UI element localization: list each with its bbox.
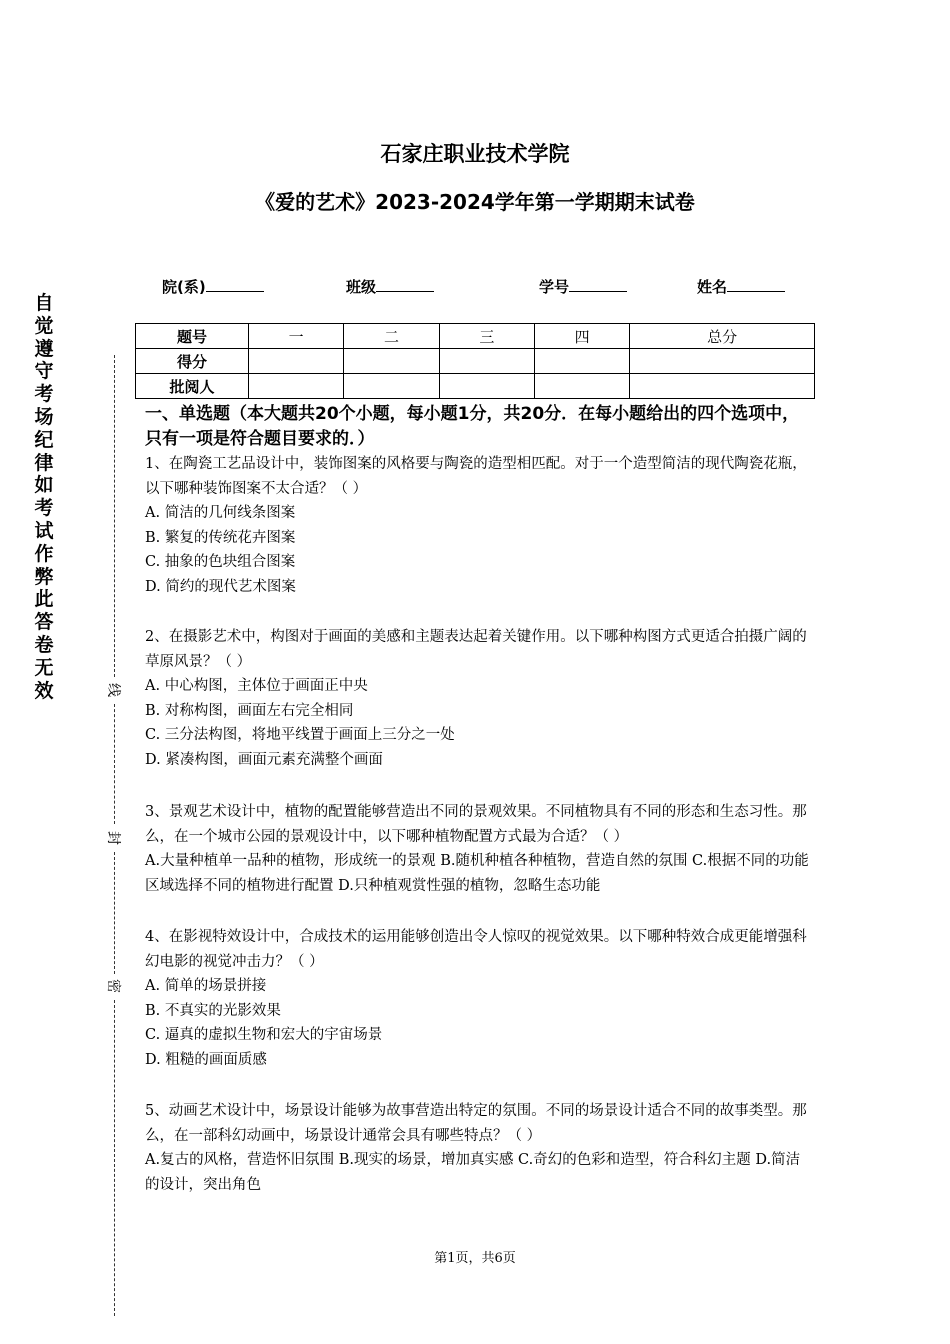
binding-line-char: 线 xyxy=(105,683,121,697)
header-cell: 四 xyxy=(534,324,629,349)
question-5 xyxy=(145,1099,810,1197)
question-1 xyxy=(145,452,810,600)
header-cell: 三 xyxy=(439,324,534,349)
notice-char: 遵 xyxy=(34,337,54,360)
notice-char: 场 xyxy=(34,405,54,428)
class-blank xyxy=(376,277,434,292)
option-c: C. 逼真的虚拟生物和宏大的宇宙场景 xyxy=(145,1027,383,1044)
question-stem: 4、在影视特效设计中，合成技术的运用能够创造出令人惊叹的视觉效果。以下哪种特效合成更能增强科幻电影的视觉冲击力？（ ） xyxy=(145,929,807,970)
option-c: C. 三分法构图，将地平线置于画面上三分之一处 xyxy=(145,727,455,744)
option-b: B. 对称构图，画面左右完全相同 xyxy=(145,702,354,719)
class-label: 班级 xyxy=(346,278,377,296)
grader-cell xyxy=(439,374,534,399)
question-2 xyxy=(145,625,810,773)
notice-char: 如 xyxy=(34,474,54,497)
option-a: A. 简单的场景拼接 xyxy=(145,978,267,995)
notice-char: 答 xyxy=(34,611,54,634)
score-cell xyxy=(344,349,439,374)
notice-char: 试 xyxy=(34,519,54,542)
dept-blank xyxy=(206,277,264,292)
notice-char: 此 xyxy=(34,588,54,611)
question-stem: 5、动画艺术设计中，场景设计能够为故事营造出特定的氛围。不同的场景设计适合不同的故事类型。那么，在一部科幻动画中，场景设计通常会具有哪些特点？（ ） xyxy=(145,1103,807,1144)
question-3 xyxy=(145,800,810,898)
binding-line-segment xyxy=(114,1000,115,1316)
score-table xyxy=(135,323,815,399)
notice-char: 自 xyxy=(34,292,54,314)
section-heading: 一、单选题（本大题共20个小题，每小题1分，共20分．在每小题给出的四个选项中，只有一项是符合题目要求的．） xyxy=(145,404,800,449)
option-b: B. 繁复的传统花卉图案 xyxy=(145,529,296,546)
header-cell: 题号 xyxy=(136,324,249,349)
score-cell xyxy=(630,349,815,374)
option-d: D. 粗糙的画面质感 xyxy=(145,1051,267,1068)
grader-row-label: 批阅人 xyxy=(136,374,249,399)
name-field xyxy=(697,276,785,297)
score-row xyxy=(136,349,815,374)
header-cell: 二 xyxy=(344,324,439,349)
binding-line-segment xyxy=(114,355,115,677)
header-cell: 一 xyxy=(249,324,344,349)
question-options-inline: A.大量种植单一品种的植物，形成统一的景观 B.随机种植各种植物，营造自然的氛围 C.根据不同的功能区域选择不同的植物进行配置 D.只种植观赏性强的植物，忽略生态功能 xyxy=(145,853,809,894)
option-b: B. 不真实的光影效果 xyxy=(145,1002,281,1019)
binding-secret-char: 密 xyxy=(105,979,121,993)
grader-cell xyxy=(344,374,439,399)
exam-discipline-notice xyxy=(30,292,58,702)
binding-line-segment xyxy=(114,852,115,974)
question-stem: 1、在陶瓷工艺品设计中，装饰图案的风格要与陶瓷的造型相匹配。对于一个造型简洁的现代陶瓷花瓶，以下哪种装饰图案不太合适？（ ） xyxy=(145,456,807,497)
notice-char: 效 xyxy=(34,679,54,702)
option-d: D. 紧凑构图，画面元素充满整个画面 xyxy=(145,751,383,768)
grader-cell xyxy=(249,374,344,399)
binding-seal-char: 封 xyxy=(105,831,121,845)
dept-label: 院(系) xyxy=(162,278,206,296)
grader-cell xyxy=(534,374,629,399)
notice-char: 卷 xyxy=(34,633,54,656)
id-label: 学号 xyxy=(539,278,570,296)
notice-char: 觉 xyxy=(34,314,54,337)
id-blank xyxy=(569,277,627,292)
notice-char: 作 xyxy=(34,542,54,565)
question-options-inline: A.复古的风格，营造怀旧氛围 B.现实的场景，增加真实感 C.奇幻的色彩和造型，符合科幻主题 D.简洁的设计，突出角色 xyxy=(145,1152,801,1193)
question-stem: 3、景观艺术设计中，植物的配置能够营造出不同的景观效果。不同植物具有不同的形态和生态习性。那么，在一个城市公园的景观设计中，以下哪种植物配置方式最为合适？（ ） xyxy=(145,804,807,845)
notice-char: 纪 xyxy=(34,428,54,451)
notice-char: 律 xyxy=(34,451,54,474)
name-blank xyxy=(727,277,785,292)
question-4 xyxy=(145,925,810,1073)
school-name: 石家庄职业技术学院 xyxy=(380,142,570,166)
option-a: A. 简洁的几何线条图案 xyxy=(145,505,296,522)
score-table-header-row xyxy=(136,324,815,349)
notice-char: 考 xyxy=(34,497,54,520)
option-c: C. 抽象的色块组合图案 xyxy=(145,554,296,571)
notice-char: 守 xyxy=(34,360,54,383)
header-cell: 总分 xyxy=(630,324,815,349)
grader-row xyxy=(136,374,815,399)
question-stem: 2、在摄影艺术中，构图对于画面的美感和主题表达起着关键作用。以下哪种构图方式更适合拍摄广阔的草原风景？（ ） xyxy=(145,629,807,670)
notice-char: 弊 xyxy=(34,565,54,588)
score-cell xyxy=(534,349,629,374)
score-cell xyxy=(249,349,344,374)
exam-title: 《爱的艺术》2023-2024学年第一学期期末试卷 xyxy=(255,190,695,214)
class-field xyxy=(346,276,434,297)
option-d: D. 简约的现代艺术图案 xyxy=(145,578,296,595)
score-row-label: 得分 xyxy=(136,349,249,374)
score-cell xyxy=(439,349,534,374)
name-label: 姓名 xyxy=(697,278,728,296)
option-a: A. 中心构图，主体位于画面正中央 xyxy=(145,678,368,695)
grader-cell xyxy=(630,374,815,399)
id-field xyxy=(539,276,627,297)
page-number: 第1页，共6页 xyxy=(434,1251,516,1266)
notice-char: 无 xyxy=(34,656,54,679)
notice-char: 考 xyxy=(34,383,54,406)
binding-line-segment xyxy=(114,704,115,824)
dept-field xyxy=(162,276,264,297)
